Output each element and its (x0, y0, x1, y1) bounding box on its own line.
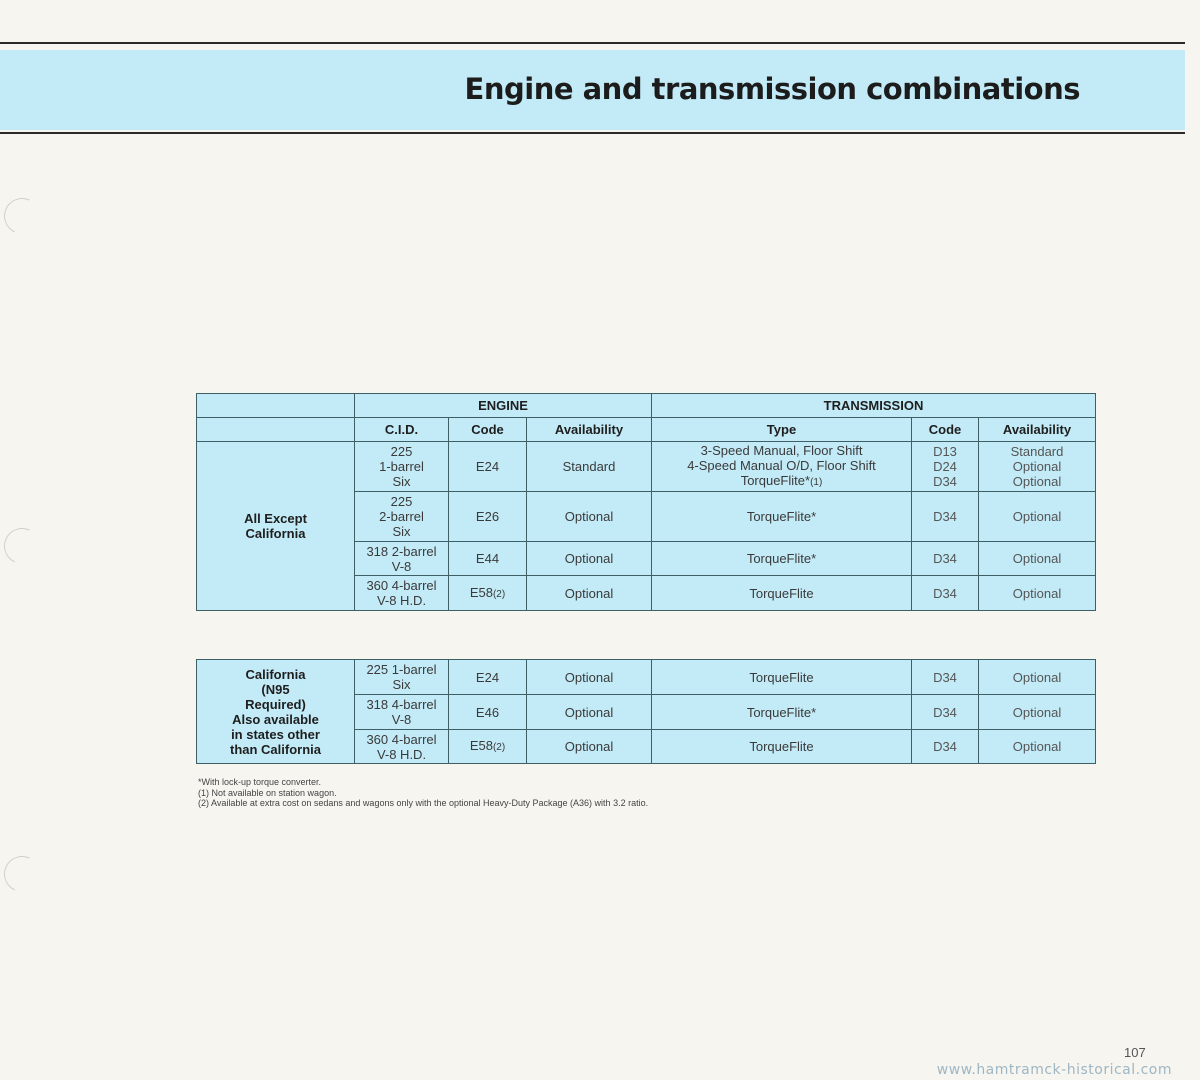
engine-code: E24 (475, 459, 500, 474)
transmission-availability-line: Optional (1012, 551, 1062, 566)
cid-line: 225 (390, 444, 413, 459)
transmission-type-cell (652, 695, 912, 730)
watermark: www.hamtramck-historical.com (936, 1062, 1172, 1078)
transmission-availability-line: Standard (1010, 444, 1064, 459)
region-label-line: (N95 (261, 681, 290, 697)
cid-line: 225 (390, 494, 413, 509)
footnotes (198, 777, 648, 809)
region-label-cell (197, 442, 355, 611)
transmission-availability-line: Optional (1012, 739, 1062, 754)
region-label-line: in states other (231, 726, 320, 742)
transmission-code-cell (912, 695, 979, 730)
transmission-code-line: D34 (933, 704, 957, 720)
transmission-availability-cell (979, 492, 1096, 542)
engine-availability-cell: Optional (527, 695, 652, 730)
engine-code-cell (449, 576, 527, 611)
cid-cell (355, 730, 449, 764)
cid-line: Six (392, 474, 411, 489)
col-header-engine-code: Code (449, 418, 527, 442)
engine-group-header: ENGINE (355, 394, 652, 418)
transmission-code-line: D34 (933, 474, 957, 489)
transmission-availability-line: Optional (1012, 704, 1062, 720)
engine-availability-cell: Optional (527, 492, 652, 542)
region-label-line: Required) (245, 696, 306, 712)
col-header-trans-availability: Availability (979, 418, 1096, 442)
transmission-type-cell (652, 730, 912, 764)
engine-code-cell (449, 660, 527, 695)
top-rule (0, 42, 1185, 44)
transmission-type-line: TorqueFlite*(1) (740, 473, 823, 488)
cid-line: 360 4-barrel (366, 578, 437, 593)
transmission-code-line: D13 (933, 444, 957, 459)
page-title: Engine and transmission combinations (464, 72, 1080, 106)
transmission-availability-cell (979, 730, 1096, 764)
transmission-availability-cell (979, 542, 1096, 576)
engine-code-note: (2) (492, 742, 506, 753)
transmission-type-line: 4-Speed Manual O/D, Floor Shift (687, 458, 876, 473)
cid-line: V-8 H.D. (376, 593, 427, 608)
transmission-type-line: TorqueFlite (749, 739, 814, 754)
corner-cell (197, 418, 355, 442)
transmission-availability-line: Optional (1012, 474, 1062, 489)
cid-cell (355, 576, 449, 611)
engine-code-cell (449, 492, 527, 542)
transmission-code-line: D34 (933, 585, 957, 601)
transmission-type-line: 3-Speed Manual, Floor Shift (700, 443, 863, 458)
corner-cell (197, 394, 355, 418)
engine-availability-cell: Optional (527, 730, 652, 764)
cid-cell (355, 442, 449, 492)
column-header-row (197, 418, 1096, 442)
engine-availability-cell: Optional (527, 576, 652, 611)
transmission-code-cell (912, 492, 979, 542)
engine-code: E46 (475, 704, 500, 720)
transmission-type-line: TorqueFlite* (746, 509, 817, 524)
region-label-line: than California (229, 741, 321, 757)
cid-line: 2-barrel (379, 509, 424, 524)
cid-cell (355, 695, 449, 730)
transmission-group-header: TRANSMISSION (652, 394, 1096, 418)
page-number: 107 (1124, 1045, 1146, 1060)
engine-code-cell (449, 442, 527, 492)
engine-code-cell (449, 730, 527, 764)
transmission-code-line: D34 (933, 509, 957, 524)
transmission-type-cell (652, 542, 912, 576)
header-band (0, 50, 1185, 130)
bottom-rule (0, 132, 1185, 134)
col-header-trans-code: Code (912, 418, 979, 442)
transmission-type-note: (1) (810, 477, 823, 488)
engine-code-cell (449, 542, 527, 576)
region-label-cell (197, 660, 355, 764)
cid-cell (355, 542, 449, 576)
region-label-line: All Except (244, 511, 307, 526)
transmission-availability-line: Optional (1012, 669, 1062, 685)
transmission-type-cell (652, 576, 912, 611)
table-row (197, 660, 1096, 695)
transmission-code-line: D34 (933, 669, 957, 685)
transmission-type-cell (652, 442, 912, 492)
region-label-line: California (245, 666, 306, 682)
transmission-availability-cell (979, 660, 1096, 695)
binder-hole-top (0, 193, 45, 239)
engine-code: E58 (469, 584, 493, 600)
region-label-line: Also available (232, 711, 319, 727)
transmission-code-cell (912, 442, 979, 492)
engine-code: E24 (475, 669, 500, 685)
col-header-cid: C.I.D. (355, 418, 449, 442)
cid-line: V-8 (391, 712, 412, 727)
transmission-type-cell (652, 492, 912, 542)
transmission-type-line: TorqueFlite (749, 585, 814, 601)
engine-code: E58 (469, 738, 493, 753)
region-label-line: California (245, 526, 306, 541)
transmission-code-line: D34 (933, 739, 957, 754)
transmission-availability-cell (979, 576, 1096, 611)
cid-line: V-8 H.D. (376, 746, 427, 762)
footnote-2: (2) Available at extra cost on sedans and wagons only with the optional Heavy-Duty Package (A36) with 3.2 ratio. (198, 798, 649, 808)
cid-line: V-8 (391, 558, 412, 574)
transmission-type-line: TorqueFlite* (746, 551, 817, 566)
transmission-code-cell (912, 542, 979, 576)
cid-line: 360 4-barrel (366, 731, 437, 747)
footnote-torque-converter: *With lock-up torque converter. (198, 777, 322, 787)
transmission-code-cell (912, 576, 979, 611)
transmission-availability-line: Optional (1012, 459, 1062, 474)
transmission-availability-cell (979, 442, 1096, 492)
engine-availability-cell: Optional (527, 542, 652, 576)
group-header-row (197, 394, 1096, 418)
table-row (197, 442, 1096, 492)
cid-line: Six (392, 677, 411, 692)
combinations-table-all-except-california (196, 393, 1096, 611)
engine-code: E26 (475, 509, 500, 524)
engine-code-note: (2) (492, 588, 506, 600)
transmission-type-cell (652, 660, 912, 695)
cid-cell (355, 492, 449, 542)
engine-code: E44 (475, 551, 500, 566)
col-header-engine-availability: Availability (527, 418, 652, 442)
engine-code-cell (449, 695, 527, 730)
transmission-code-cell (912, 660, 979, 695)
binder-hole-middle (0, 523, 45, 569)
engine-availability-cell: Standard (527, 442, 652, 492)
binder-hole-bottom (0, 851, 45, 897)
transmission-code-line: D34 (933, 551, 957, 566)
transmission-code-line: D24 (933, 459, 957, 474)
engine-availability-cell: Optional (527, 660, 652, 695)
transmission-availability-line: Optional (1012, 509, 1062, 524)
cid-cell (355, 660, 449, 695)
footnote-1: (1) Not available on station wagon. (198, 787, 337, 798)
combinations-table-california (196, 659, 1096, 764)
cid-line: 1-barrel (379, 459, 424, 474)
transmission-availability-cell (979, 695, 1096, 730)
transmission-type-line: TorqueFlite (749, 669, 814, 685)
cid-line: 318 4-barrel (366, 697, 437, 712)
col-header-type: Type (652, 418, 912, 442)
transmission-type-line: TorqueFlite* (746, 704, 817, 720)
transmission-availability-line: Optional (1012, 585, 1062, 601)
cid-line: Six (392, 524, 411, 539)
cid-line: 225 1-barrel (366, 662, 437, 677)
cid-line: 318 2-barrel (366, 543, 437, 559)
transmission-code-cell (912, 730, 979, 764)
